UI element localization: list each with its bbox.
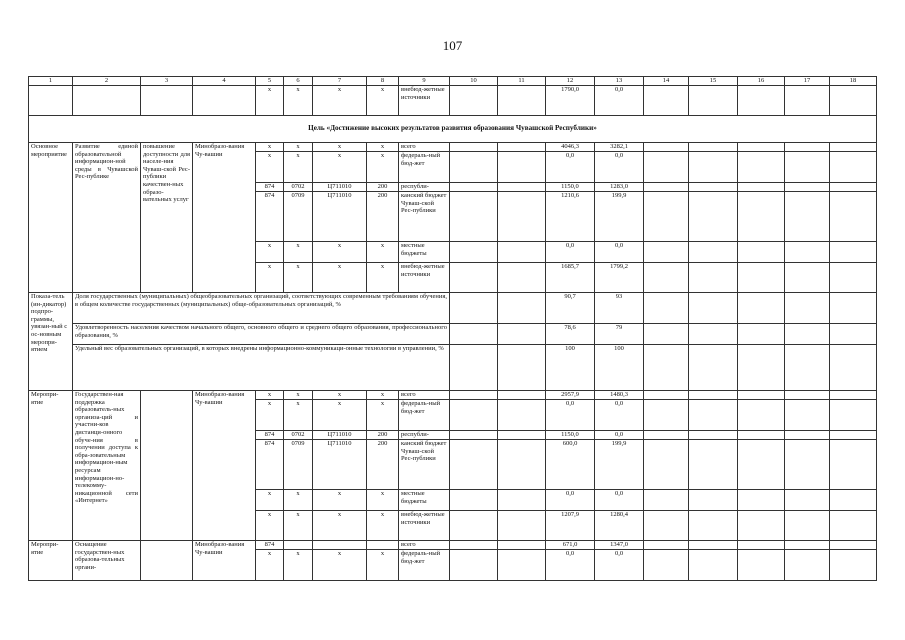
empty-cell [738,391,785,400]
empty-cell [830,192,877,242]
empty-cell [450,152,498,183]
empty-cell [498,440,546,490]
empty-cell [450,431,498,440]
empty-cell [498,86,546,116]
empty-cell [450,324,498,345]
column-number: 2 [73,77,141,86]
value-col13: 199,9 [595,440,644,490]
empty-cell [738,511,785,541]
code-c6: 0709 [284,440,313,490]
empty-cell [644,511,689,541]
empty-cell [830,183,877,192]
empty-cell [498,391,546,400]
value-col12: 1150,0 [546,183,595,192]
empty-cell [450,490,498,511]
empty-cell [644,391,689,400]
code-c6: 0702 [284,183,313,192]
empty-cell [689,440,738,490]
empty-cell [689,324,738,345]
empty-cell [689,391,738,400]
empty-cell [830,511,877,541]
empty-cell [785,152,830,183]
funding-source: канский бюджет Чуваш-ской Рес-публики [399,192,450,242]
indicator-label: Показа-тель (ин-дикатор) подпро-граммы, увязан-ный с ос-новным меропри-ятием [29,293,73,391]
column-number: 8 [367,77,399,86]
empty-cell [644,431,689,440]
code-c5: х [256,86,284,116]
empty-cell [450,345,498,391]
empty-cell [689,550,738,581]
indicator-value-col12: 90,7 [546,293,595,324]
empty-cell [141,541,193,581]
event2-executor: Минобразо-вания Чу-вашии [193,541,256,581]
empty-cell [498,431,546,440]
empty-cell [689,541,738,550]
code-c5: х [256,242,284,263]
goal-title: Цель «Достижение высоких результатов развития образования Чувашской Республики» [29,116,877,143]
empty-cell [498,550,546,581]
empty-cell [689,490,738,511]
value-col13: 1347,0 [595,541,644,550]
code-c7: Ц711010 [313,440,367,490]
code-c6: х [284,242,313,263]
column-number: 6 [284,77,313,86]
empty-cell [738,263,785,293]
empty-cell [785,490,830,511]
value-col13: 0,0 [595,242,644,263]
funding-source: федераль-ный бюд-жет [399,550,450,581]
code-c6: х [284,400,313,431]
value-col12: 2957,9 [546,391,595,400]
empty-cell [644,263,689,293]
empty-cell [498,541,546,550]
code-c6: х [284,143,313,152]
empty-cell [785,400,830,431]
value-col13: 0,0 [595,400,644,431]
column-number: 15 [689,77,738,86]
main_event-result: повышение доступности для населе-ния Чуваш-ской Рес-публики качествен-ных образо-вательных услуг [141,143,193,293]
value-col12: 600,0 [546,440,595,490]
funding-source: канский бюджет Чуваш-ской Рес-публики [399,440,450,490]
empty-cell [738,550,785,581]
empty-cell [738,345,785,391]
indicator-text: Доля государственных (муниципальных) общеобразовательных организаций, соответствующих современным требованиям обучения, в общем количестве государственных (муниципальных) обще-образовательных организаций, % [73,293,450,324]
column-number: 5 [256,77,284,86]
empty-cell [644,143,689,152]
funding-source: республи- [399,431,450,440]
budget-table [28,76,877,581]
empty-cell [450,541,498,550]
column-number: 13 [595,77,644,86]
empty-cell [830,490,877,511]
empty-cell [689,431,738,440]
empty-cell [738,490,785,511]
empty-cell [498,345,546,391]
empty-cell [738,143,785,152]
indicator-text: Удельный вес образовательных организаций, в которых внедрены информационно-коммуникаци-онные технологии в управлении, % [73,345,450,391]
funding-source: местные бюджеты [399,490,450,511]
empty-cell [689,242,738,263]
empty-cell [450,550,498,581]
empty-cell [738,192,785,242]
empty-cell [738,400,785,431]
empty-cell [498,242,546,263]
value-col13: 0,0 [595,490,644,511]
column-number: 11 [498,77,546,86]
empty-cell [689,152,738,183]
code-c5: х [256,263,284,293]
value-col13: 0,0 [595,431,644,440]
value-col13: 1799,2 [595,263,644,293]
funding-source: внебюд-жетные источники [399,86,450,116]
code-c6: х [284,391,313,400]
empty-cell [644,183,689,192]
code-c7: х [313,242,367,263]
value-col12: 1210,6 [546,192,595,242]
empty-cell [689,143,738,152]
empty-cell [689,511,738,541]
empty-cell [498,263,546,293]
indicator-value-col13: 79 [595,324,644,345]
empty-cell [830,431,877,440]
code-c5: х [256,391,284,400]
funding-source: всего [399,391,450,400]
funding-source: федераль-ный бюд-жет [399,400,450,431]
empty-cell [644,242,689,263]
empty-cell [644,490,689,511]
funding-source: внебюд-жетные источники [399,511,450,541]
column-number: 1 [29,77,73,86]
value-col12: 1685,7 [546,263,595,293]
event2-row [29,541,877,550]
column-number: 9 [399,77,450,86]
empty-cell [830,143,877,152]
empty-cell [689,263,738,293]
column-number: 17 [785,77,830,86]
empty-cell [785,192,830,242]
code-c7: х [313,511,367,541]
code-c7 [313,541,367,550]
empty-cell [689,400,738,431]
code-c8: 200 [367,440,399,490]
empty-cell [644,293,689,324]
code-c6: х [284,86,313,116]
empty-cell [644,192,689,242]
empty-cell [830,391,877,400]
empty-cell [738,324,785,345]
code-c7: х [313,263,367,293]
code-c8: х [367,143,399,152]
column-number: 12 [546,77,595,86]
empty-cell [450,293,498,324]
empty-cell [785,431,830,440]
value-col13: 1480,3 [595,391,644,400]
empty-cell [498,511,546,541]
code-c7: х [313,152,367,183]
code-c6: х [284,490,313,511]
empty-cell [450,511,498,541]
indicator-text: Удовлетворенность населения качеством начального общего, основного общего и среднего общего образования, профессионального образования, % [73,324,450,345]
code-c8: х [367,391,399,400]
funding-source: всего [399,143,450,152]
event1-name: Государствен-ная поддержка образователь-ных организа-ций и участни-ков дистанци-онного обуче-ния в получении доступа к обра-зовательным информацион-ным ресурсам информацион-но-телекомму-никационной сети «Интернет» [73,391,141,541]
code-c5: х [256,490,284,511]
empty-cell [450,391,498,400]
empty-cell [644,324,689,345]
empty-cell [785,263,830,293]
empty-cell [785,242,830,263]
code-c8 [367,541,399,550]
empty-cell [498,490,546,511]
empty-cell [785,391,830,400]
value-col13: 199,9 [595,192,644,242]
empty-cell [830,86,877,116]
code-c6: х [284,263,313,293]
indicator-row [29,324,877,345]
code-c5: 874 [256,440,284,490]
value-col12: 1207,9 [546,511,595,541]
empty-cell [644,152,689,183]
code-c7: х [313,490,367,511]
continuation-row [29,86,877,116]
value-col12: 1150,0 [546,431,595,440]
empty-cell [450,400,498,431]
empty-cell [785,293,830,324]
code-c5: х [256,143,284,152]
code-c7: х [313,400,367,431]
indicator-value-col12: 100 [546,345,595,391]
code-c8: 200 [367,192,399,242]
event2-name: Оснащение государствен-ных образова-тельных органи- [73,541,141,581]
empty-cell [830,293,877,324]
empty-cell [498,324,546,345]
empty-cell [738,431,785,440]
code-c6: х [284,550,313,581]
indicator-value-col13: 93 [595,293,644,324]
code-c5: х [256,400,284,431]
code-c8: 200 [367,431,399,440]
funding-source: внебюд-жетные источники [399,263,450,293]
empty-cell [193,86,256,116]
empty-cell [689,183,738,192]
code-c6 [284,541,313,550]
main_event-row [29,143,877,152]
code-c8: х [367,490,399,511]
empty-cell [644,345,689,391]
code-c8: х [367,86,399,116]
value-col13: 1280,4 [595,511,644,541]
main_event-name: Развитие единой образовательной информацион-ной среды в Чувашской Рес-публике [73,143,141,293]
indicator-value-col13: 100 [595,345,644,391]
code-c7: Ц711010 [313,431,367,440]
main_event-executor: Минобразо-вания Чу-вашии [193,143,256,293]
empty-cell [785,86,830,116]
code-c8: х [367,242,399,263]
empty-cell [785,345,830,391]
value-col12: 1790,0 [546,86,595,116]
empty-cell [738,183,785,192]
code-c5: 874 [256,192,284,242]
empty-cell [450,86,498,116]
empty-cell [644,550,689,581]
code-c5: 874 [256,183,284,192]
column-number: 10 [450,77,498,86]
value-col12: 0,0 [546,550,595,581]
value-col13: 3282,1 [595,143,644,152]
empty-cell [498,143,546,152]
code-c6: х [284,511,313,541]
empty-cell [738,440,785,490]
code-c7: Ц711010 [313,192,367,242]
value-col13: 0,0 [595,152,644,183]
code-c5: 874 [256,541,284,550]
empty-cell [644,86,689,116]
empty-cell [498,293,546,324]
value-col12: 4046,3 [546,143,595,152]
event1-executor: Минобразо-вания Чу-вашии [193,391,256,541]
empty-cell [738,242,785,263]
event1-type: Меропри-ятие [29,391,73,541]
main_event-type: Основное мероприятие [29,143,73,293]
funding-source: местные бюджеты [399,242,450,263]
indicator-row [29,345,877,391]
empty-cell [738,293,785,324]
empty-cell [785,143,830,152]
funding-source: республи- [399,183,450,192]
empty-cell [738,152,785,183]
indicator-row [29,293,877,324]
code-c5: 874 [256,431,284,440]
column-number: 4 [193,77,256,86]
value-col12: 671,0 [546,541,595,550]
indicator-value-col12: 78,6 [546,324,595,345]
empty-cell [450,440,498,490]
empty-cell [830,263,877,293]
empty-cell [830,152,877,183]
empty-cell [738,541,785,550]
empty-cell [785,440,830,490]
empty-cell [498,152,546,183]
empty-cell [644,440,689,490]
code-c7: Ц711010 [313,183,367,192]
empty-cell [830,324,877,345]
empty-cell [785,541,830,550]
code-c6: х [284,152,313,183]
value-col12: 0,0 [546,242,595,263]
code-c8: 200 [367,183,399,192]
code-c5: х [256,550,284,581]
empty-cell [450,143,498,152]
funding-source: федераль-ный бюд-жет [399,152,450,183]
empty-cell [830,242,877,263]
code-c7: х [313,391,367,400]
empty-cell [785,324,830,345]
empty-cell [830,541,877,550]
empty-cell [785,511,830,541]
funding-source: всего [399,541,450,550]
value-col13: 0,0 [595,550,644,581]
code-c6: 0709 [284,192,313,242]
empty-cell [689,345,738,391]
empty-cell [498,400,546,431]
goal-row [29,116,877,143]
empty-cell [450,192,498,242]
column-number: 18 [830,77,877,86]
code-c7: х [313,143,367,152]
code-c6: 0702 [284,431,313,440]
empty-cell [498,183,546,192]
value-col13: 0,0 [595,86,644,116]
empty-cell [450,183,498,192]
event1-row [29,391,877,400]
page-number: 107 [442,38,463,53]
code-c8: х [367,550,399,581]
value-col12: 0,0 [546,400,595,431]
event2-type: Меропри-ятие [29,541,73,581]
empty-cell [689,86,738,116]
value-col13: 1283,0 [595,183,644,192]
code-c8: х [367,152,399,183]
empty-cell [450,263,498,293]
empty-cell [785,550,830,581]
empty-cell [29,86,73,116]
value-col12: 0,0 [546,490,595,511]
empty-cell [141,391,193,541]
empty-cell [830,345,877,391]
code-c8: х [367,511,399,541]
value-col12: 0,0 [546,152,595,183]
column-number: 3 [141,77,193,86]
code-c5: х [256,152,284,183]
code-c8: х [367,263,399,293]
empty-cell [644,400,689,431]
column-number: 14 [644,77,689,86]
empty-cell [644,541,689,550]
code-c7: х [313,550,367,581]
empty-cell [73,86,141,116]
column-number: 16 [738,77,785,86]
column-number: 7 [313,77,367,86]
empty-cell [450,242,498,263]
empty-cell [498,192,546,242]
empty-cell [689,192,738,242]
empty-cell [785,183,830,192]
code-c7: х [313,86,367,116]
empty-cell [830,400,877,431]
empty-cell [830,550,877,581]
code-c5: х [256,511,284,541]
empty-cell [830,440,877,490]
empty-cell [689,293,738,324]
code-c8: х [367,400,399,431]
column-number-row [29,77,877,86]
empty-cell [738,86,785,116]
empty-cell [141,86,193,116]
